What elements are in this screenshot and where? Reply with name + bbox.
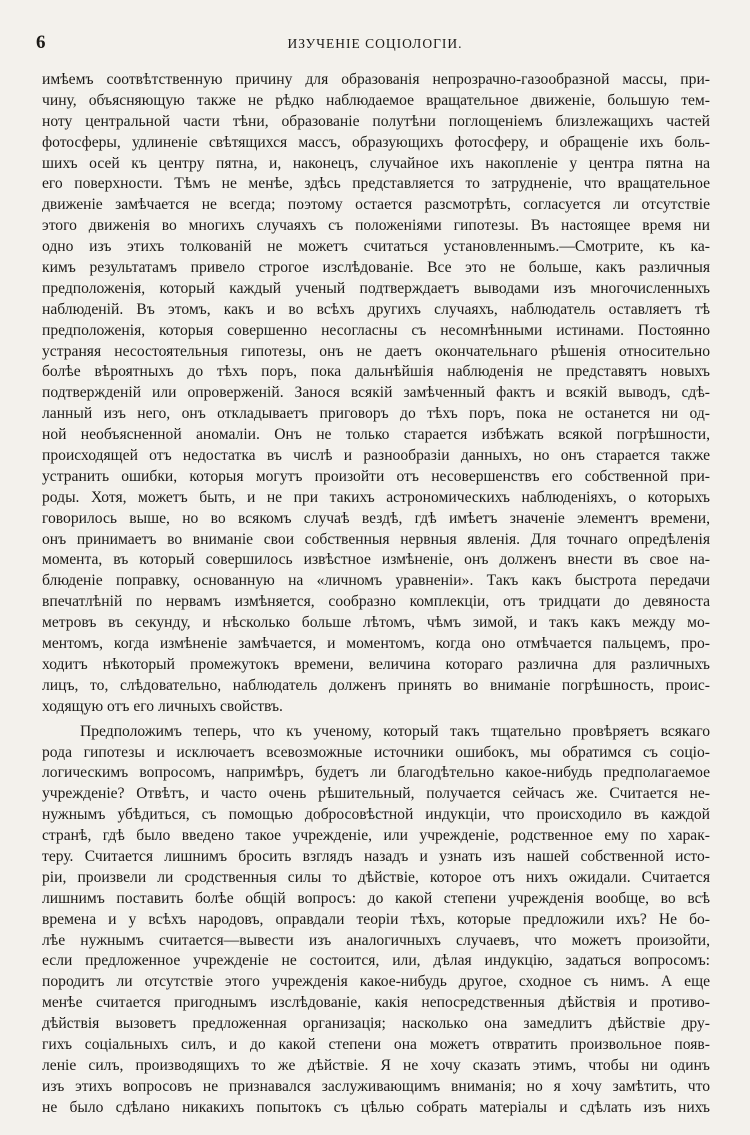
text-line: лѣе нужнымъ считается—вывести изъ аналогичныхъ случаевъ, что можетъ произойти, xyxy=(42,931,710,949)
text-line: ной необъясненной аномаліи. Онъ не только старается избѣжать всякой погрѣшности, xyxy=(42,426,710,444)
paragraph xyxy=(42,722,710,1119)
text-line: дѣйствія вызоветъ предложенная организація; насколько она замедлитъ дѣйствіе дру- xyxy=(42,1015,710,1033)
text-line: говорилось выше, но во всякомъ случаѣ вездѣ, гдѣ имѣетъ значеніе элементъ времени, xyxy=(42,509,710,527)
text-line: теру. Считается лишнимъ бросить взглядъ назадъ и узнать изъ нашей собственной исто- xyxy=(42,847,710,865)
text-line: онъ принимаетъ во вниманіе свои собственныя нервныя явленія. Для точнаго опредѣленія xyxy=(42,530,710,548)
text-line: его поверхности. Тѣмъ не менѣе, здѣсь представляется то затрудненіе, что вращательное xyxy=(42,175,710,193)
text-line: менѣе считается пригоднымъ изслѣдованіе, какія непосредственныя дѣйствія и противо- xyxy=(42,994,710,1012)
text-line: ланный изъ него, онъ откладываетъ приговоръ до тѣхъ поръ, пока не останется ни од- xyxy=(42,405,710,423)
text-line: лишнимъ поставить болѣе общій вопросъ: до какой степени учрежденія вообще, во всѣ xyxy=(42,889,710,907)
text-line: чину, объясняющую также не рѣдко наблюдаемое вращательное движеніе, большую тем- xyxy=(42,91,710,109)
text-line: подтвержденій или опроверженій. Занося всякій замѣченный фактъ и всякій выводъ, сдѣ- xyxy=(42,384,710,402)
text-line: одно изъ этихъ толкованій не можетъ считаться установленнымъ.—Смотрите, къ ка- xyxy=(42,238,710,256)
text-line: движеніе замѣчается не всегда; поэтому остается разсмотрѣть, согласуется ли отсутствіе xyxy=(42,196,710,214)
text-line: ходитъ нѣкоторый промежутокъ времени, величина котораго различна для различныхъ xyxy=(42,655,710,673)
text-line: ноту центральной части тѣни, образованіе полутѣни поглощеніемъ близлежащихъ частей xyxy=(42,112,710,130)
text-line: предположенія, который каждый ученый подтверждаетъ выводами изъ многочисленныхъ xyxy=(42,279,710,297)
text-line: момента, въ который совершилось извѣстное измѣненіе, онъ долженъ внести въ свое на- xyxy=(42,551,710,569)
text-line: устранить ошибки, которыя могутъ произойти отъ несовершенствъ его собственной при- xyxy=(42,467,710,485)
text-line: ходящую отъ его личныхъ свойствъ. xyxy=(42,697,283,715)
text-line: роды. Хотя, можетъ быть, и не при такихъ астрономическихъ наблюденіяхъ, о которыхъ xyxy=(42,488,710,506)
text-line: ріи, произвели ли сродственныя силы то дѣйствіе, которое отъ нихъ ожидали. Считается xyxy=(42,868,710,886)
text-line: ментомъ, когда измѣненіе замѣчается, и моментомъ, когда оно отмѣчается пальцемъ, про- xyxy=(42,635,710,653)
text-line: если предложенное учрежденіе не состоится, или, дѣлая индукцію, задаться вопросомъ: xyxy=(42,952,710,970)
text-line: наблюденій. Въ этомъ, какъ и во всѣхъ другихъ случаяхъ, наблюдатель оставляетъ тѣ xyxy=(42,300,710,318)
text-line: не было сдѣлано никакихъ попытокъ съ цѣлью собрать матеріалы и сдѣлать изъ нихъ xyxy=(42,1098,710,1116)
text-line: учрежденіе? Отвѣтъ, и часто очень рѣшительный, получается сейчасъ же. Считается не- xyxy=(42,785,710,803)
text-line: метровъ въ секунду, и нѣсколько больше лѣтомъ, чѣмъ зимой, и такъ какъ между мо- xyxy=(42,614,710,632)
text-line: нужнымъ убѣдиться, съ помощью добросовѣстной индукціи, что происходило въ каждой xyxy=(42,806,710,824)
text-line: гихъ соціальныхъ силъ, и до какой степени она можетъ отвратить произвольное появ- xyxy=(42,1035,710,1053)
text-line: болѣе вѣроятныхъ до тѣхъ поръ, пока дальнѣйшія наблюденія не представятъ новыхъ xyxy=(42,363,710,381)
text-line: рода гипотезы и исключаетъ всевозможные источники ошибокъ, мы обратимся съ соціо- xyxy=(42,743,710,761)
text-line: породитъ ли отсутствіе этого учрежденія какое-нибудь другое, сходное съ нимъ. А еще xyxy=(42,973,710,991)
text-line: устраняя несостоятельныя гипотезы, онъ не даетъ окончательнаго рѣшенія относительно xyxy=(42,342,710,360)
text-line: леніе силъ, производящихъ то же дѣйствіе. Я не хочу сказать этимъ, чтобы ни одинъ xyxy=(42,1056,710,1074)
running-title: ИЗУЧЕНІЕ СОЦІОЛОГІИ. xyxy=(287,36,463,51)
text-line: шихъ осей къ центру пятна, и, наконецъ, случайное ихъ накопленіе у центра пятна на xyxy=(42,154,710,172)
text-line: лицъ, то, слѣдовательно, наблюдатель долженъ принять во вниманіе погрѣшность, проис- xyxy=(42,676,710,694)
text-line: блюденіе поправку, основанную на «личномъ уравненіи». Такъ какъ быстрота передачи xyxy=(42,572,710,590)
text-line: впечатлѣній по нервамъ измѣняется, сообразно комплекціи, отъ тридцати до девяноста xyxy=(42,593,710,611)
page-number: 6 xyxy=(36,32,46,53)
page-body xyxy=(42,70,710,1119)
text-line: логическимъ вопросомъ, напримѣръ, будетъ ли благодѣтельно какое-нибудь предполагаемое xyxy=(42,764,710,782)
text-line: предположенія, которыя совершенно несогласны съ несомнѣнными истинами. Постоянно xyxy=(42,321,710,339)
text-line: имѣемъ соотвѣтственную причину для образованія непрозрачно-газообразной массы, при- xyxy=(42,71,710,88)
text-line: кимъ результатамъ привело строгое изслѣдованіе. Все это не больше, какъ различныя xyxy=(42,259,710,277)
page-header xyxy=(36,32,714,58)
text-line: изъ этихъ вопросовъ не признавался заслуживающимъ вниманія; но я хочу замѣтить, что xyxy=(42,1077,710,1095)
text-line: странѣ, гдѣ было введено такое учрежденіе, или учрежденіе, родственное ему по харак- xyxy=(42,827,710,845)
text-line: происходящей отъ недостатка въ числѣ и разнообразіи данныхъ, но онъ старается также xyxy=(42,447,710,465)
text-line: этого движенія во многихъ случаяхъ съ положеніями гипотезы. Въ настоящее время ни xyxy=(42,217,710,235)
text-line: фотосферы, удлиненіе свѣтящихся массъ, образующихъ фотосферу, и обращеніе ихъ боль- xyxy=(42,133,710,151)
text-line: Предположимъ теперь, что къ ученому, который такъ тщательно провѣряетъ всякаго xyxy=(80,722,710,740)
paragraph xyxy=(42,70,710,718)
text-line: времена и у всѣхъ народовъ, оправдали теоріи тѣхъ, которые предложили ихъ? Не бо- xyxy=(42,910,710,928)
